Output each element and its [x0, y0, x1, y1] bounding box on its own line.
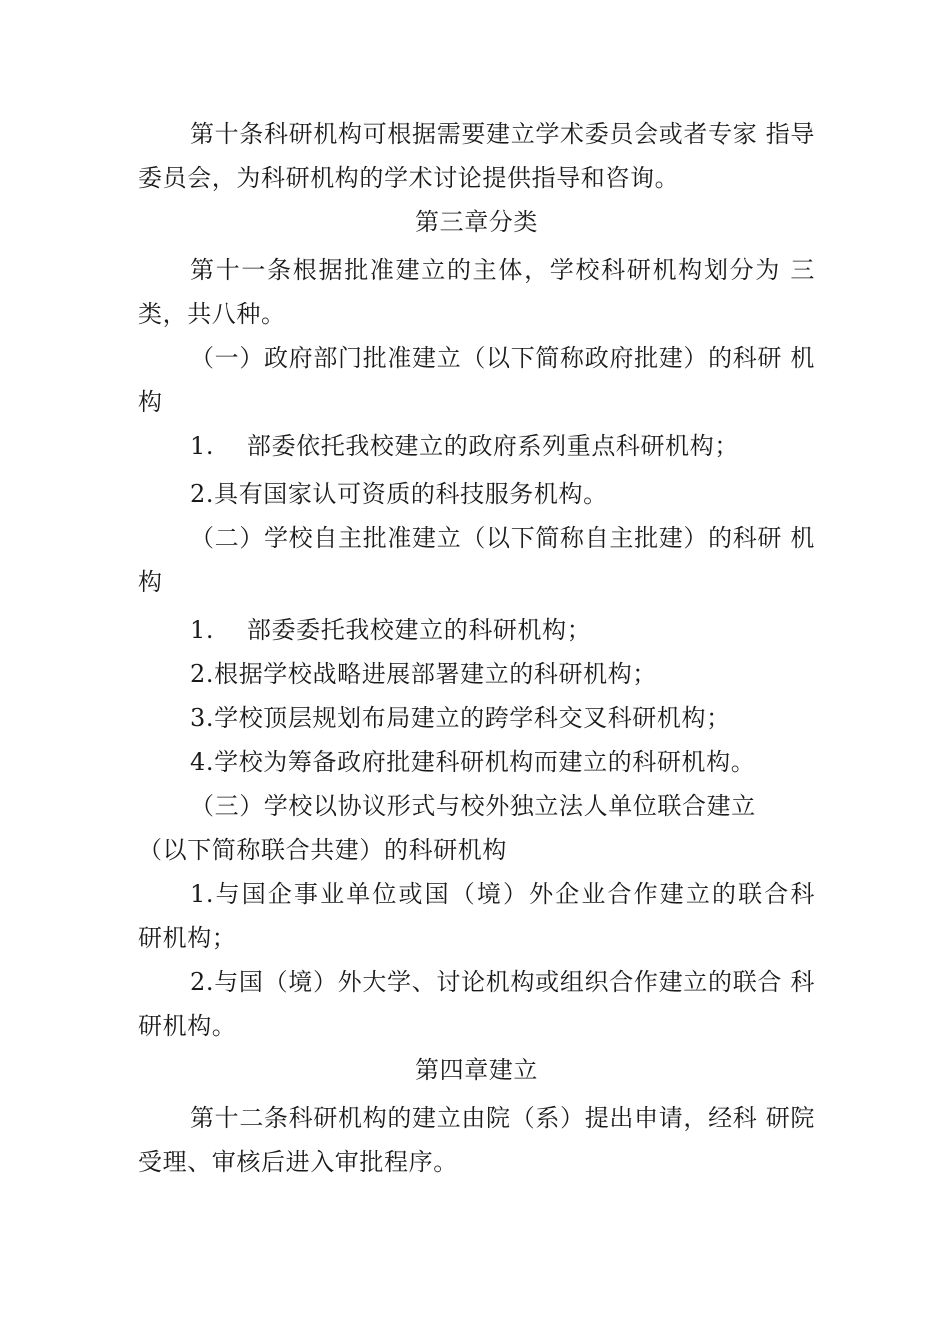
category-3-item-1-line-2: 研机构；: [138, 924, 237, 952]
chapter-4-heading: 第四章建立: [415, 1056, 538, 1084]
category-2-item-3: 3.学校顶层规划布局建立的跨学科交叉科研机构；: [190, 704, 731, 732]
category-3-line-1: （三）学校以协议形式与校外独立法人单位联合建立: [190, 792, 756, 820]
article-12-line-2: 受理、审核后进入审批程序。: [138, 1148, 458, 1176]
category-2-item-1: 1. 部委委托我校建立的科研机构；: [190, 616, 592, 644]
category-1-line-2: 构: [138, 388, 163, 416]
chapter-3-heading: 第三章分类: [415, 208, 538, 236]
article-11-line-1: 第十一条根据批准建立的主体，学校科研机构划分为 三: [190, 256, 815, 284]
category-3-item-2-line-2: 研机构。: [138, 1012, 237, 1040]
article-10-line-1: 第十条科研机构可根据需要建立学术委员会或者专家 指导: [190, 120, 815, 148]
category-2-line-2: 构: [138, 568, 163, 596]
category-2-item-2: 2.根据学校战略进展部署建立的科研机构；: [190, 660, 657, 688]
category-3-line-2: （以下简称联合共建）的科研机构: [138, 836, 507, 864]
article-11-line-2: 类，共八种。: [138, 300, 286, 328]
category-2-line-1: （二）学校自主批准建立（以下简称自主批建）的科研 机: [190, 524, 815, 552]
category-3-item-2-line-1: 2.与国（境）外大学、讨论机构或组织合作建立的联合 科: [190, 968, 815, 996]
category-1-item-1: 1. 部委依托我校建立的政府系列重点科研机构；: [190, 432, 739, 460]
category-3-item-1-line-1: 1.与国企事业单位或国（境）外企业合作建立的联合科: [190, 880, 815, 908]
category-1-line-1: （一）政府部门批准建立（以下简称政府批建）的科研 机: [190, 344, 815, 372]
article-10-line-2: 委员会，为科研机构的学术讨论提供指导和咨询。: [138, 164, 680, 192]
category-2-item-4: 4.学校为筹备政府批建科研机构而建立的科研机构。: [190, 748, 756, 776]
category-1-item-2: 2.具有国家认可资质的科技服务机构。: [190, 480, 608, 508]
article-12-line-1: 第十二条科研机构的建立由院（系）提出申请，经科 研院: [190, 1104, 815, 1132]
